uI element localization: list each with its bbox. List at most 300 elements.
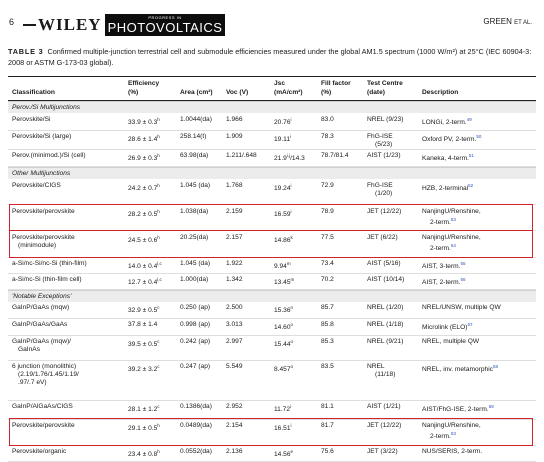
cell-jsc (274, 403, 291, 414)
reference-link: 53 (450, 217, 456, 222)
efficiency-value: 14.0 ± 0.4 (128, 263, 158, 271)
reference-link: 55 (460, 261, 466, 266)
cell-classification-line2 (18, 346, 40, 354)
description-text: HZB, 2-terminal (422, 185, 469, 193)
classification-text: GaInP/GaAs/GaAs (12, 321, 68, 328)
efficiency-note: c (157, 364, 160, 369)
journal-logo (105, 14, 225, 36)
cell-efficiency (128, 260, 162, 271)
jsc-note: m (290, 277, 295, 282)
col-jsc: Jsc (274, 80, 286, 87)
section-header (8, 101, 536, 113)
cell-area (180, 321, 210, 329)
jsc-note: i (290, 209, 292, 214)
fill-factor-value: 85.8 (321, 321, 334, 328)
table-row (8, 150, 536, 166)
cell-voc (226, 133, 243, 141)
cell-fill-factor (321, 403, 334, 411)
fill-factor-value: 73.4 (321, 260, 334, 267)
cell-fill-factor (321, 321, 334, 329)
classification-text: Perovskite/CIGS (12, 182, 61, 189)
running-header (9, 14, 532, 40)
reference-link: 54 (450, 243, 456, 248)
running-author (483, 17, 532, 26)
cell-test-centre-line2 (375, 371, 395, 379)
table-label: TABLE 3 (8, 47, 44, 56)
description-text: LONGi, 2-term. (422, 119, 467, 127)
table-row (8, 401, 536, 419)
cell-efficiency (128, 363, 160, 374)
cell-area (180, 152, 208, 160)
voc-value: 3.013 (226, 321, 243, 328)
jsc-note: i (290, 423, 292, 428)
author-suffix: ET AL. (514, 20, 532, 26)
cell-description (422, 133, 481, 144)
col-efficiency-unit: (%) (128, 89, 139, 96)
efficiency-note: h (157, 209, 160, 214)
cell-test-centre (367, 182, 393, 190)
efficiency-value: 28.2 ± 0.5 (128, 211, 158, 219)
test-centre-text: JET (12/22) (367, 422, 402, 429)
cell-description (422, 276, 466, 287)
classification-text: GaInAs (18, 346, 40, 353)
cell-efficiency (128, 276, 162, 287)
highlight-box (9, 230, 533, 258)
cell-jsc (274, 338, 293, 349)
cell-efficiency (128, 304, 160, 315)
fill-factor-value: 81.7 (321, 422, 334, 429)
cell-test-centre (367, 321, 403, 329)
cell-jsc (274, 260, 291, 271)
cell-classification-line2 (18, 371, 79, 379)
cell-description (422, 182, 473, 193)
jsc-value: 14.56 (274, 451, 291, 459)
jsc-note: i (290, 134, 292, 139)
area-value: 0.242 (ap) (180, 338, 211, 345)
cell-fill-factor (321, 182, 334, 190)
classification-text: Perovskite/Si (12, 116, 51, 123)
author-name: GREEN (483, 17, 512, 26)
efficiency-value: 28.6 ± 1.4 (128, 136, 158, 144)
jsc-note: e (290, 449, 294, 454)
cell-test-centre (367, 363, 385, 371)
efficiency-value: 33.9 ± 0.3 (128, 119, 158, 127)
jsc-value: 19.24 (274, 185, 291, 193)
classification-text: Perovskite/perovskite (12, 422, 75, 429)
col-classification: Classification (12, 89, 55, 96)
logo-dash (23, 24, 36, 26)
jsc-value: 8.457 (274, 366, 291, 374)
reference-link: 51 (468, 153, 474, 158)
jsc-note: n (290, 305, 294, 310)
table-row (8, 319, 536, 335)
voc-value: 1.21 (226, 152, 239, 159)
cell-fill-factor (321, 363, 334, 371)
cell-jsc (274, 133, 291, 144)
area-value: 1.038(da) (180, 208, 209, 215)
test-centre-date: (5/23) (375, 141, 393, 148)
area-value: 0.247 (ap) (180, 363, 211, 370)
efficiency-note: c (157, 305, 160, 310)
cell-test-centre (367, 403, 401, 411)
test-centre-text: NREL (367, 363, 385, 370)
section-title: Other Multijunctions (12, 169, 71, 177)
jsc-value: 13.45 (274, 279, 291, 287)
cell-jsc (274, 321, 293, 332)
area-value: 1.000(da) (180, 276, 209, 283)
fill-factor-value: 85.7 (321, 304, 334, 311)
cell-area (180, 363, 210, 371)
description-text: AIST, 2-term. (422, 279, 461, 287)
col-voc: Voc (V) (226, 89, 249, 96)
jsc-value: 9.94 (274, 263, 287, 271)
cell-efficiency (128, 321, 157, 329)
efficiency-note: h (157, 423, 160, 428)
reference-link: 53 (450, 431, 456, 436)
fill-factor-value: 72.9 (321, 182, 334, 189)
cell-efficiency (128, 116, 160, 127)
cell-area (180, 133, 206, 141)
test-centre-text: AIST (1/21) (367, 403, 401, 410)
jsc-value: 16.51 (274, 425, 291, 433)
description-text: NREL/UNSW, multiple QW (422, 304, 501, 311)
cell-test-centre (367, 133, 393, 141)
voc-value-2: 1/.648 (238, 152, 257, 159)
efficiency-note: h (157, 183, 160, 188)
cell-jsc (274, 116, 292, 127)
classification-text: Perovskite/perovskite (12, 234, 75, 241)
cell-test-centre (367, 152, 401, 160)
cell-test-centre (367, 276, 404, 284)
cell-area (180, 182, 210, 190)
area-value: 1.045 (da) (180, 182, 211, 189)
area-value: 20.25(da) (180, 234, 209, 241)
efficiency-value: 24.2 ± 0.7 (128, 185, 158, 193)
description-text: NUS/SERIS, 2-term. (422, 448, 483, 455)
cell-classification (12, 276, 82, 284)
efficiency-value: 26.9 ± 0.3 (128, 155, 158, 163)
fill-factor-value: 83.5 (321, 363, 334, 370)
area-value: 0.998 (ap) (180, 321, 211, 328)
cell-classification (12, 182, 61, 190)
description-text: AIST/FhG-ISE, 2-term. (422, 406, 489, 414)
jsc-note: o (290, 364, 294, 369)
jsc-value: 21.9 (274, 155, 287, 163)
voc-value: 2.952 (226, 403, 243, 410)
table-row (8, 114, 536, 130)
cell-efficiency (128, 133, 160, 144)
page-number: 6 (9, 17, 15, 27)
test-centre-text: JET (12/22) (367, 208, 402, 215)
classification-text: (2.19/1.76/1.45/1.19/ (18, 371, 79, 378)
test-centre-text: FhG-ISE (367, 133, 393, 140)
col-efficiency: Efficiency (128, 80, 160, 87)
table-row (8, 336, 536, 360)
table-caption (8, 47, 536, 68)
jsc-value: 20.76 (274, 119, 291, 127)
cell-classification (12, 338, 71, 346)
classification-text: GaInP/GaAs (mqw) (12, 304, 70, 311)
journal-name: PHOTOVOLTAICS (107, 20, 223, 35)
fill-factor-value: 85.3 (321, 338, 334, 345)
table-row (8, 274, 536, 289)
efficiency-note: c (157, 404, 160, 409)
cell-test-centre (367, 116, 403, 124)
cell-jsc (274, 276, 294, 287)
col-jsc-unit: (mA/cm²) (274, 89, 303, 96)
voc-value: 1.342 (226, 276, 243, 283)
reference-link: 57 (467, 322, 473, 327)
jsc-value: 11.72 (274, 406, 291, 414)
cell-classification (12, 152, 86, 160)
cell-test-centre (367, 304, 403, 312)
cell-fill-factor (321, 152, 349, 160)
classification-text: Perovskite/perovskite (12, 208, 75, 215)
cell-description (422, 304, 501, 312)
efficiency-value: 28.1 ± 1.2 (128, 406, 158, 414)
voc-value: 1.966 (226, 116, 243, 123)
cell-classification-line3 (18, 379, 47, 387)
classification-text: .97/.7 eV) (18, 379, 47, 386)
journal-tagline: PROGRESS IN (148, 15, 182, 20)
classification-text: GaInP/GaAs (mqw)/ (12, 338, 71, 345)
voc-value: 1.909 (226, 133, 243, 140)
voc-value: 1.922 (226, 260, 243, 267)
description-text: AIST, 3-term. (422, 263, 461, 271)
classification-text: (minimodule) (18, 242, 57, 249)
area-value: 0.250 (ap) (180, 304, 211, 311)
cell-classification (12, 321, 67, 329)
voc-value: 5.549 (226, 363, 243, 370)
area-value: 0.1386(da) (180, 403, 212, 410)
reference-link: 50 (476, 134, 482, 139)
classification-text: Perovskite/organic (12, 448, 67, 455)
cell-classification (12, 363, 76, 371)
description-text: NanjingU/Renshine, (422, 208, 481, 215)
table-row (8, 361, 536, 400)
test-centre-date: (11/18) (375, 371, 396, 378)
fill-factor-value: 75.6 (321, 448, 334, 455)
efficiency-note: c (157, 339, 160, 344)
efficiency-value: 32.9 ± 0.5 (128, 307, 158, 315)
table-row (8, 258, 536, 273)
area-value: 0.0489(da) (180, 422, 212, 429)
highlight-box (9, 204, 533, 231)
test-centre-text: NREL (9/21) (367, 338, 404, 345)
description-text: NanjingU/Renshine, (422, 234, 481, 241)
voc-value: 2.997 (226, 338, 243, 345)
table-row (8, 131, 536, 149)
table-header (8, 77, 536, 100)
fill-factor-value: 78.7/81.4 (321, 152, 349, 159)
section-title: Perov./Si Multijunctions (12, 103, 81, 111)
test-centre-text: AIST (1/23) (367, 152, 401, 159)
voc-value: 2.136 (226, 448, 243, 455)
classification-text: GaInP/AlGaAs/CIGS (12, 403, 73, 410)
section-title: 'Notable Exceptions' (12, 292, 72, 300)
cell-area (180, 116, 212, 124)
jsc-value: 16.59 (274, 211, 291, 219)
test-centre-text: NREL (9/23) (367, 116, 404, 123)
cell-voc (226, 276, 243, 284)
cell-test-centre (367, 448, 398, 456)
cell-fill-factor (321, 276, 334, 284)
test-centre-text: JET (6/22) (367, 234, 398, 241)
area-value: 258.14(t) (180, 133, 207, 140)
area-value: 1.0044(da) (180, 116, 212, 123)
cell-fill-factor (321, 133, 334, 141)
efficiency-note: l,c (157, 261, 162, 266)
description-text: 2-term. (430, 219, 451, 227)
jsc-note: k (290, 235, 293, 240)
fill-factor-value: 81.1 (321, 403, 334, 410)
fill-factor-value: 77.5 (321, 234, 334, 241)
efficiency-value: 39.2 ± 3.2 (128, 366, 158, 374)
description-text: NREL, multiple QW (422, 338, 480, 345)
cell-voc (226, 448, 243, 456)
cell-jsc (274, 363, 293, 374)
classification-text: 6 junction (monolithic) (12, 363, 77, 370)
cell-jsc (274, 182, 292, 193)
cell-efficiency (128, 182, 160, 193)
highlight-box (9, 418, 533, 446)
voc-value: 2.157 (226, 234, 243, 241)
col-fill-factor: Fill factor (321, 80, 351, 87)
cell-area (180, 403, 212, 411)
publisher-logo (23, 15, 102, 35)
col-area: Area (cm²) (180, 89, 213, 96)
col-test-centre: Test Centre (367, 80, 403, 87)
classification-text: a-Si/nc-Si/nc-Si (thin-film) (12, 260, 87, 267)
area-value: 1.045 (da) (180, 260, 211, 267)
cell-fill-factor (321, 260, 334, 268)
cell-description (422, 363, 498, 374)
jsc-note: m (286, 261, 291, 266)
jsc-note: i,j (286, 153, 291, 158)
efficiency-note: h (157, 117, 160, 122)
col-description: Description (422, 89, 459, 96)
table-row (8, 302, 536, 318)
section-header (8, 290, 536, 302)
fill-factor-value: 70.2 (321, 276, 334, 283)
fill-factor-value: 78.3 (321, 133, 334, 140)
jsc-value: 14.86 (274, 237, 291, 245)
jsc-value: 15.44 (274, 341, 291, 349)
efficiency-note: h (157, 235, 160, 240)
fill-factor-value: 83.0 (321, 116, 334, 123)
reference-link: 59 (488, 404, 494, 409)
reference-link: 52 (468, 183, 474, 188)
col-test-centre-unit: (date) (367, 89, 385, 96)
jsc-note: i (290, 404, 292, 409)
cell-classification (12, 448, 66, 456)
fill-factor-value: 78.9 (321, 208, 334, 215)
jsc-value: 15.36 (274, 307, 291, 315)
test-centre-text: JET (3/22) (367, 448, 398, 455)
efficiency-value: 29.1 ± 0.5 (128, 425, 158, 433)
cell-fill-factor (321, 116, 334, 124)
efficiency-value: 37.8 ± 1.4 (128, 321, 158, 328)
cell-voc (226, 363, 243, 371)
test-centre-date: (1/20) (375, 190, 393, 197)
efficiency-value: 23.4 ± 0.8 (128, 451, 158, 459)
voc-value: 2.154 (226, 422, 243, 429)
efficiency-value: 39.5 ± 0.5 (128, 341, 158, 349)
classification-text: Perovskite/Si (large) (12, 133, 72, 140)
voc-value: 2.159 (226, 208, 243, 215)
cell-voc (226, 182, 243, 190)
cell-area (180, 260, 210, 268)
cell-fill-factor (321, 448, 334, 456)
cell-voc (226, 403, 243, 411)
test-centre-text: AIST (10/14) (367, 276, 405, 283)
cell-voc (226, 338, 243, 346)
efficiency-note: l,c (157, 277, 162, 282)
col-fill-factor-unit: (%) (321, 89, 332, 96)
test-centre-text: NREL (1/20) (367, 304, 404, 311)
cell-classification (12, 403, 73, 411)
cell-area (180, 276, 208, 284)
cell-area (180, 304, 210, 312)
efficiency-note: h (157, 134, 160, 139)
cell-area (180, 338, 210, 346)
jsc-note: i (290, 117, 292, 122)
jsc-value: 14.60 (274, 324, 291, 332)
cell-voc (226, 152, 257, 160)
cell-classification (12, 116, 50, 124)
cell-classification (12, 133, 71, 141)
cell-description (422, 338, 479, 346)
area-value: 0.0552(da) (180, 448, 212, 455)
cell-description (422, 116, 472, 127)
efficiency-value: 24.5 ± 0.6 (128, 237, 158, 245)
efficiency-note: h (157, 449, 160, 454)
cell-jsc (274, 304, 293, 315)
cell-test-centre (367, 338, 403, 346)
test-centre-text: FhG-ISE (367, 182, 393, 189)
section-header (8, 167, 536, 179)
cell-classification (12, 260, 87, 268)
cell-voc (226, 321, 243, 329)
cell-voc (226, 116, 243, 124)
efficiency-value: 12.7 ± 0.4 (128, 279, 158, 287)
cell-test-centre-line2 (375, 141, 392, 149)
area-value: 63.98(da) (180, 152, 209, 159)
cell-voc (226, 260, 243, 268)
test-centre-text: NREL (1/18) (367, 321, 404, 328)
description-text: Microlink (ELO) (422, 324, 468, 332)
cell-classification (12, 304, 69, 312)
cell-efficiency (128, 338, 160, 349)
cell-description (422, 403, 494, 414)
reference-link: 58 (492, 364, 498, 369)
cell-test-centre-line2 (375, 190, 392, 198)
cell-description (422, 321, 472, 332)
caption-text: Confirmed multiple-junction terrestrial cell and submodule efficiencies measured under the global AM1.5 spectrum (1000 W/m²) at 25°C (IEC 60904-3: 2008 or ASTM G-173-03 global). (8, 47, 532, 67)
cell-voc (226, 304, 243, 312)
cell-test-centre (367, 260, 401, 268)
reference-link: 56 (460, 277, 466, 282)
jsc-value: 19.11 (274, 136, 291, 144)
description-text: Oxford PV, 2-term. (422, 136, 477, 144)
table-row (8, 446, 536, 461)
classification-text: a-Si/nc-Si (thin-film cell) (12, 276, 82, 283)
description-text: 2-term. (430, 245, 451, 253)
reference-link: 49 (466, 117, 472, 122)
cell-efficiency (128, 152, 160, 163)
cell-fill-factor (321, 304, 334, 312)
description-text: Kaneka, 4-term. (422, 155, 469, 163)
